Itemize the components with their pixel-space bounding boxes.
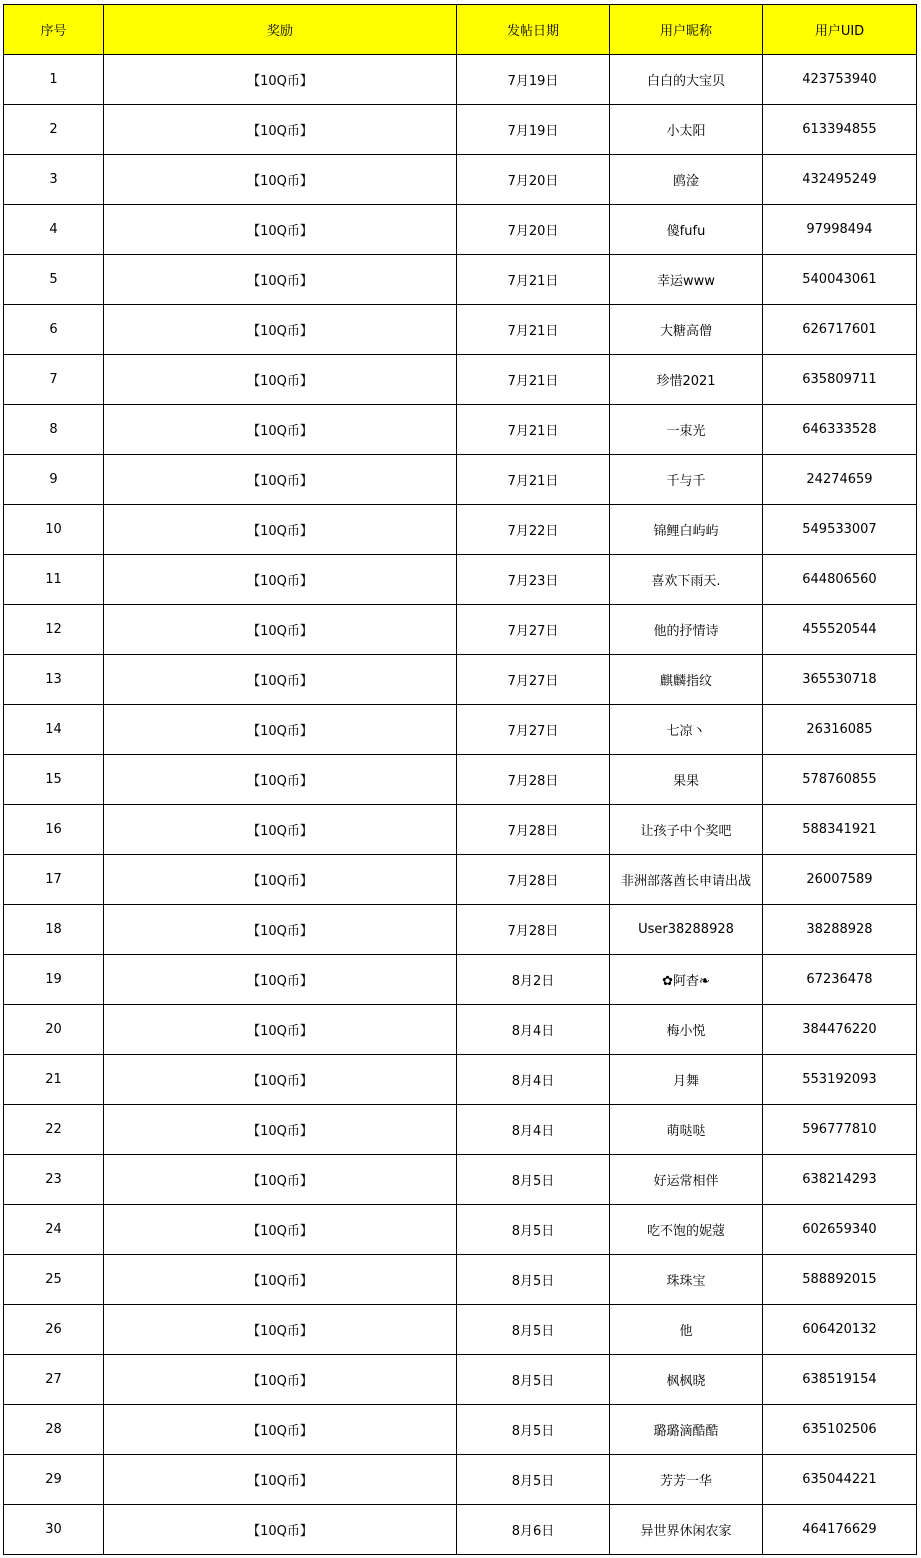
cell-nickname: 白白的大宝贝	[610, 55, 763, 105]
table-row	[4, 405, 917, 455]
cell-uid: 606420132	[763, 1305, 917, 1355]
table-row	[4, 755, 917, 805]
cell-nickname: 珠珠宝	[610, 1255, 763, 1305]
cell-index: 30	[4, 1505, 104, 1555]
cell-nickname: 他的抒情诗	[610, 605, 763, 655]
header-index: 序号	[4, 5, 104, 55]
cell-index: 15	[4, 755, 104, 805]
cell-uid: 97998494	[763, 205, 917, 255]
cell-uid: 635044221	[763, 1455, 917, 1505]
table-row	[4, 1355, 917, 1405]
table-row	[4, 655, 917, 705]
cell-reward: 【10Q币】	[104, 455, 457, 505]
cell-uid: 24274659	[763, 455, 917, 505]
cell-nickname: 梅小悦	[610, 1005, 763, 1055]
cell-nickname: 幸运www	[610, 255, 763, 305]
table-row	[4, 305, 917, 355]
cell-nickname: 异世界休闲农家	[610, 1505, 763, 1555]
cell-date: 7月28日	[457, 855, 610, 905]
table-row	[4, 1105, 917, 1155]
cell-reward: 【10Q币】	[104, 905, 457, 955]
cell-date: 7月28日	[457, 805, 610, 855]
table-row	[4, 355, 917, 405]
table-row	[4, 1255, 917, 1305]
cell-index: 13	[4, 655, 104, 705]
cell-uid: 432495249	[763, 155, 917, 205]
header-date: 发帖日期	[457, 5, 610, 55]
cell-nickname: 果果	[610, 755, 763, 805]
cell-date: 8月4日	[457, 1005, 610, 1055]
cell-reward: 【10Q币】	[104, 1055, 457, 1105]
cell-reward: 【10Q币】	[104, 1405, 457, 1455]
cell-reward: 【10Q币】	[104, 1305, 457, 1355]
cell-date: 7月28日	[457, 905, 610, 955]
cell-index: 2	[4, 105, 104, 155]
winners-table	[3, 4, 917, 1555]
cell-uid: 596777810	[763, 1105, 917, 1155]
cell-index: 17	[4, 855, 104, 905]
cell-date: 8月2日	[457, 955, 610, 1005]
cell-reward: 【10Q币】	[104, 1155, 457, 1205]
cell-nickname: 萌哒哒	[610, 1105, 763, 1155]
cell-reward: 【10Q币】	[104, 55, 457, 105]
cell-uid: 67236478	[763, 955, 917, 1005]
cell-nickname: 喜欢下雨天.	[610, 555, 763, 605]
cell-nickname: 千与千	[610, 455, 763, 505]
cell-uid: 646333528	[763, 405, 917, 455]
cell-index: 14	[4, 705, 104, 755]
cell-nickname: 芳芳一华	[610, 1455, 763, 1505]
cell-reward: 【10Q币】	[104, 1355, 457, 1405]
cell-reward: 【10Q币】	[104, 155, 457, 205]
cell-date: 7月20日	[457, 155, 610, 205]
cell-reward: 【10Q币】	[104, 1255, 457, 1305]
cell-uid: 588892015	[763, 1255, 917, 1305]
table-row	[4, 1005, 917, 1055]
cell-date: 7月27日	[457, 655, 610, 705]
cell-date: 7月21日	[457, 455, 610, 505]
cell-uid: 365530718	[763, 655, 917, 705]
cell-index: 26	[4, 1305, 104, 1355]
table-header	[4, 5, 917, 55]
cell-reward: 【10Q币】	[104, 255, 457, 305]
cell-date: 8月5日	[457, 1205, 610, 1255]
cell-uid: 578760855	[763, 755, 917, 805]
cell-index: 19	[4, 955, 104, 1005]
cell-uid: 635102506	[763, 1405, 917, 1455]
cell-date: 7月21日	[457, 355, 610, 405]
cell-uid: 26007589	[763, 855, 917, 905]
cell-index: 11	[4, 555, 104, 605]
cell-uid: 635809711	[763, 355, 917, 405]
cell-uid: 455520544	[763, 605, 917, 655]
cell-nickname: ✿阿杳❧	[610, 955, 763, 1005]
cell-index: 3	[4, 155, 104, 205]
cell-reward: 【10Q币】	[104, 605, 457, 655]
cell-nickname: 麒麟指纹	[610, 655, 763, 705]
cell-reward: 【10Q币】	[104, 105, 457, 155]
table-row	[4, 255, 917, 305]
cell-index: 28	[4, 1405, 104, 1455]
cell-index: 29	[4, 1455, 104, 1505]
cell-index: 10	[4, 505, 104, 555]
cell-index: 12	[4, 605, 104, 655]
header-reward: 奖励	[104, 5, 457, 55]
cell-nickname: 傻fufu	[610, 205, 763, 255]
header-nickname: 用户昵称	[610, 5, 763, 55]
cell-date: 8月5日	[457, 1355, 610, 1405]
cell-reward: 【10Q币】	[104, 1505, 457, 1555]
cell-index: 23	[4, 1155, 104, 1205]
cell-reward: 【10Q币】	[104, 705, 457, 755]
cell-nickname: 让孩子中个奖吧	[610, 805, 763, 855]
cell-index: 27	[4, 1355, 104, 1405]
table-row	[4, 855, 917, 905]
table-body	[4, 55, 917, 1555]
table-row	[4, 1055, 917, 1105]
cell-nickname: 吃不饱的妮蔻	[610, 1205, 763, 1255]
table-row	[4, 955, 917, 1005]
cell-index: 20	[4, 1005, 104, 1055]
cell-nickname: 一束光	[610, 405, 763, 455]
cell-index: 18	[4, 905, 104, 955]
cell-uid: 553192093	[763, 1055, 917, 1105]
cell-date: 7月23日	[457, 555, 610, 605]
cell-date: 7月28日	[457, 755, 610, 805]
cell-uid: 602659340	[763, 1205, 917, 1255]
cell-date: 8月5日	[457, 1155, 610, 1205]
cell-index: 1	[4, 55, 104, 105]
table-row	[4, 1305, 917, 1355]
cell-uid: 38288928	[763, 905, 917, 955]
cell-reward: 【10Q币】	[104, 1005, 457, 1055]
table-row	[4, 105, 917, 155]
cell-reward: 【10Q币】	[104, 405, 457, 455]
cell-reward: 【10Q币】	[104, 655, 457, 705]
table-row	[4, 1455, 917, 1505]
cell-nickname: 非洲部落酋长申请出战	[610, 855, 763, 905]
cell-uid: 26316085	[763, 705, 917, 755]
cell-index: 21	[4, 1055, 104, 1105]
cell-reward: 【10Q币】	[104, 355, 457, 405]
cell-nickname: 他	[610, 1305, 763, 1355]
cell-reward: 【10Q币】	[104, 205, 457, 255]
table-row	[4, 455, 917, 505]
cell-date: 7月19日	[457, 105, 610, 155]
cell-index: 24	[4, 1205, 104, 1255]
cell-nickname: 小太阳	[610, 105, 763, 155]
cell-date: 7月27日	[457, 605, 610, 655]
cell-uid: 384476220	[763, 1005, 917, 1055]
cell-nickname: 月舞	[610, 1055, 763, 1105]
cell-reward: 【10Q币】	[104, 855, 457, 905]
table-row	[4, 805, 917, 855]
table-row	[4, 705, 917, 755]
cell-nickname: 大糖高僧	[610, 305, 763, 355]
cell-nickname: User38288928	[610, 905, 763, 955]
cell-date: 7月19日	[457, 55, 610, 105]
cell-index: 7	[4, 355, 104, 405]
cell-date: 8月4日	[457, 1055, 610, 1105]
cell-index: 16	[4, 805, 104, 855]
cell-reward: 【10Q币】	[104, 805, 457, 855]
header-uid: 用户UID	[763, 5, 917, 55]
cell-date: 8月4日	[457, 1105, 610, 1155]
cell-date: 8月6日	[457, 1505, 610, 1555]
cell-uid: 540043061	[763, 255, 917, 305]
cell-uid: 464176629	[763, 1505, 917, 1555]
table-row	[4, 605, 917, 655]
table-row	[4, 1155, 917, 1205]
cell-index: 8	[4, 405, 104, 455]
cell-uid: 644806560	[763, 555, 917, 605]
cell-date: 7月22日	[457, 505, 610, 555]
header-row	[4, 5, 917, 55]
cell-uid: 638214293	[763, 1155, 917, 1205]
cell-index: 25	[4, 1255, 104, 1305]
cell-nickname: 鸥淦	[610, 155, 763, 205]
cell-uid: 588341921	[763, 805, 917, 855]
cell-uid: 613394855	[763, 105, 917, 155]
table-row	[4, 555, 917, 605]
cell-index: 5	[4, 255, 104, 305]
cell-date: 8月5日	[457, 1455, 610, 1505]
cell-nickname: 珍惜2021	[610, 355, 763, 405]
cell-index: 9	[4, 455, 104, 505]
cell-reward: 【10Q币】	[104, 1105, 457, 1155]
cell-uid: 549533007	[763, 505, 917, 555]
cell-reward: 【10Q币】	[104, 555, 457, 605]
cell-nickname: 璐璐滴酷酷	[610, 1405, 763, 1455]
cell-nickname: 锦鲤白屿屿	[610, 505, 763, 555]
table-row	[4, 205, 917, 255]
table-row	[4, 1405, 917, 1455]
cell-nickname: 七凉丶	[610, 705, 763, 755]
cell-nickname: 枫枫晓	[610, 1355, 763, 1405]
cell-date: 7月21日	[457, 305, 610, 355]
cell-date: 7月21日	[457, 255, 610, 305]
cell-nickname: 好运常相伴	[610, 1155, 763, 1205]
cell-reward: 【10Q币】	[104, 1455, 457, 1505]
cell-reward: 【10Q币】	[104, 1205, 457, 1255]
cell-date: 8月5日	[457, 1405, 610, 1455]
cell-date: 8月5日	[457, 1255, 610, 1305]
cell-date: 7月21日	[457, 405, 610, 455]
cell-index: 4	[4, 205, 104, 255]
table-row	[4, 1505, 917, 1555]
table-row	[4, 505, 917, 555]
cell-date: 7月27日	[457, 705, 610, 755]
cell-date: 7月20日	[457, 205, 610, 255]
table-row	[4, 55, 917, 105]
cell-uid: 638519154	[763, 1355, 917, 1405]
table-row	[4, 905, 917, 955]
cell-reward: 【10Q币】	[104, 305, 457, 355]
cell-reward: 【10Q币】	[104, 755, 457, 805]
table-row	[4, 1205, 917, 1255]
cell-reward: 【10Q币】	[104, 505, 457, 555]
table-row	[4, 155, 917, 205]
cell-index: 6	[4, 305, 104, 355]
cell-index: 22	[4, 1105, 104, 1155]
cell-uid: 626717601	[763, 305, 917, 355]
cell-reward: 【10Q币】	[104, 955, 457, 1005]
cell-uid: 423753940	[763, 55, 917, 105]
cell-date: 8月5日	[457, 1305, 610, 1355]
